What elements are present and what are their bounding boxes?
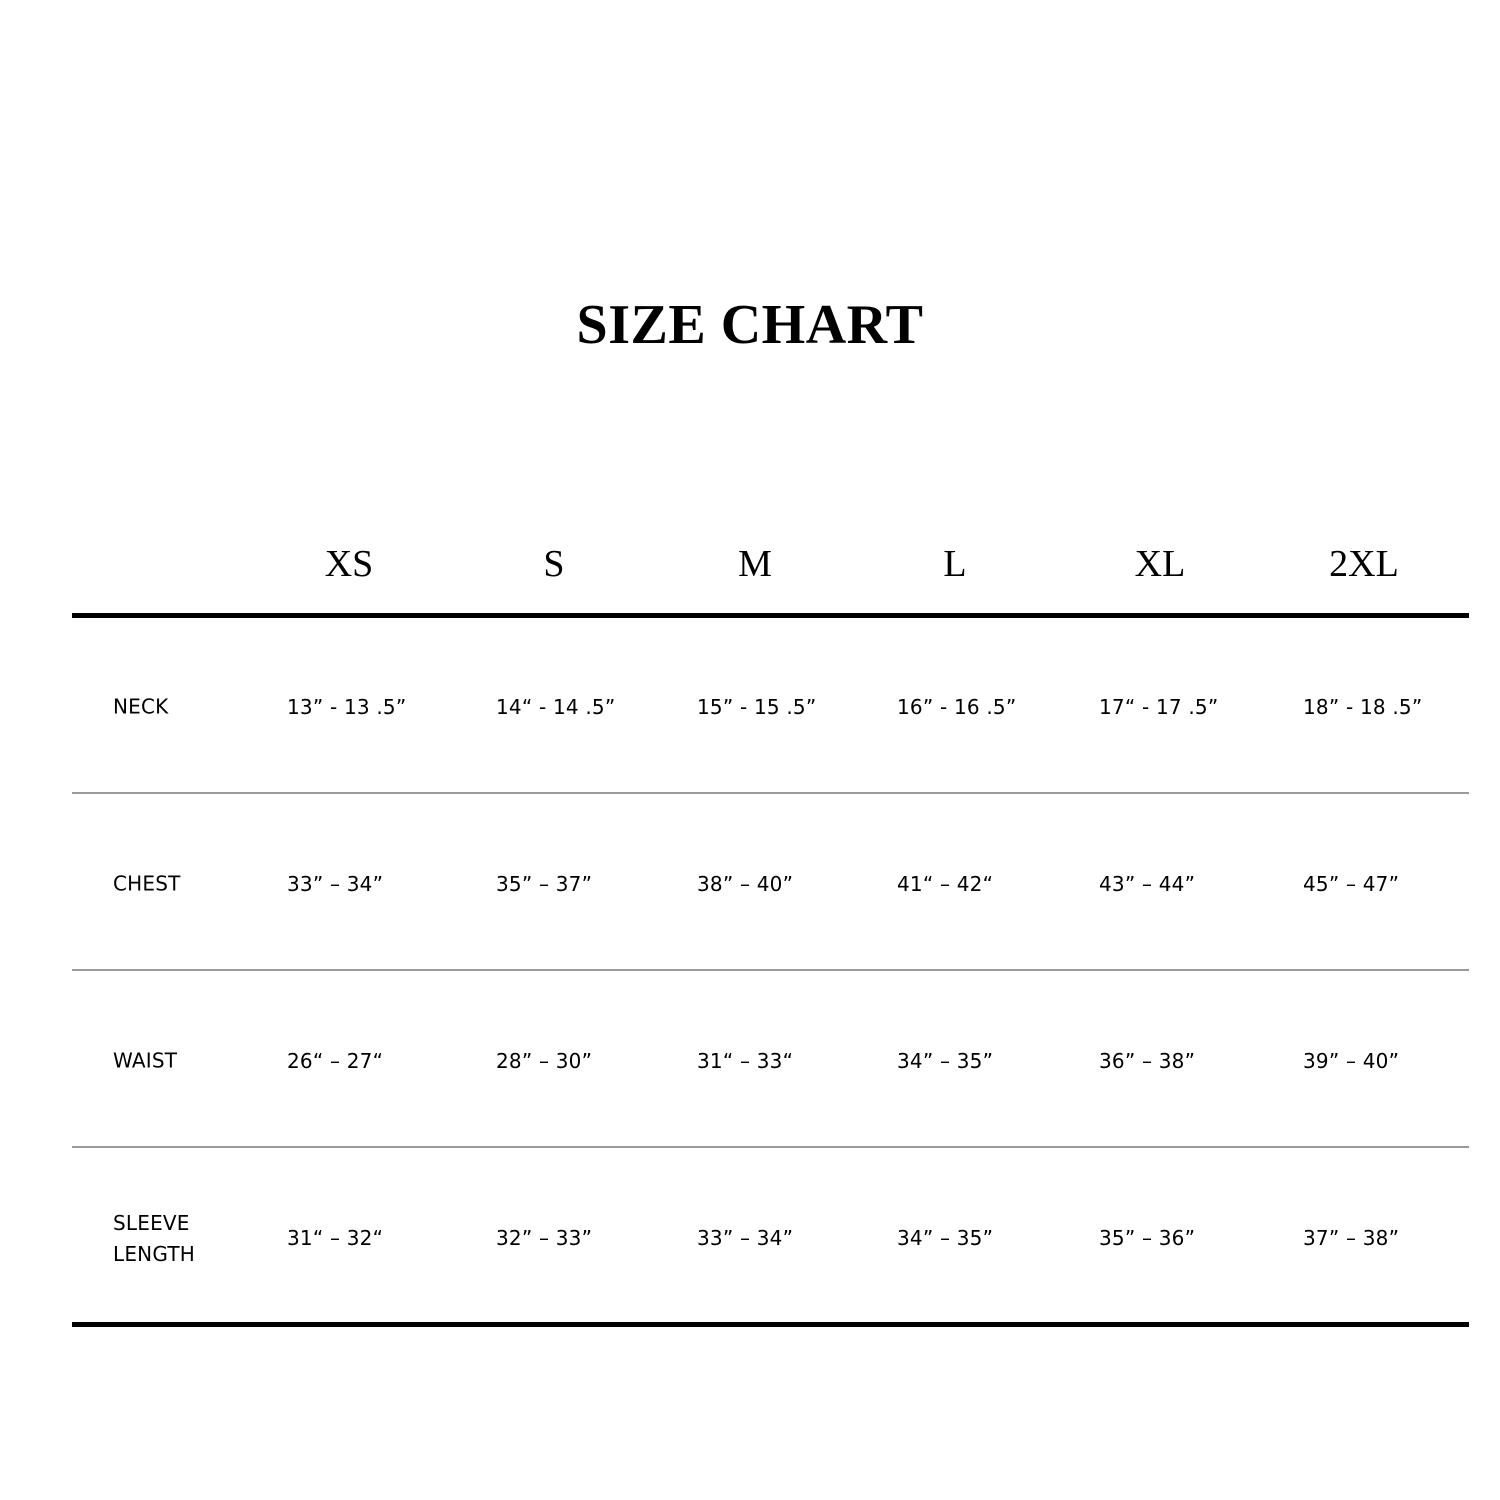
size-header-xs: XS — [324, 543, 374, 585]
table-cell: 15” - 15 .5” — [697, 695, 817, 719]
table-bottom-rule — [72, 1322, 1469, 1327]
table-cell: 34” – 35” — [897, 1226, 994, 1250]
row-divider — [72, 969, 1469, 971]
table-cell: 17“ - 17 .5” — [1099, 695, 1219, 719]
page-title: SIZE CHART — [576, 294, 924, 356]
table-cell: 33” – 34” — [697, 1226, 794, 1250]
table-cell: 31“ – 33“ — [697, 1049, 794, 1073]
table-cell: 35” – 37” — [496, 872, 593, 896]
table-cell: 16” - 16 .5” — [897, 695, 1017, 719]
size-header-m: M — [738, 543, 772, 585]
table-cell: 41“ – 42“ — [897, 872, 994, 896]
table-cell: 39” – 40” — [1303, 1049, 1400, 1073]
table-cell: 13” - 13 .5” — [287, 695, 407, 719]
table-cell: 45” – 47” — [1303, 872, 1400, 896]
table-cell: 37” – 38” — [1303, 1226, 1400, 1250]
row-divider — [72, 1146, 1469, 1148]
table-cell: 34” – 35” — [897, 1049, 994, 1073]
table-cell: 31“ – 32“ — [287, 1226, 384, 1250]
table-cell: 38” – 40” — [697, 872, 794, 896]
table-cell: 18” - 18 .5” — [1303, 695, 1423, 719]
size-header-s: S — [543, 543, 565, 585]
size-header-2xl: 2XL — [1329, 543, 1399, 585]
table-cell: 32” – 33” — [496, 1226, 593, 1250]
row-label-waist: WAIST — [113, 1048, 178, 1073]
table-cell: 43” – 44” — [1099, 872, 1196, 896]
size-header-l: L — [943, 543, 967, 585]
table-cell: 33” – 34” — [287, 872, 384, 896]
row-label-neck: NECK — [113, 694, 169, 719]
table-cell: 36” – 38” — [1099, 1049, 1196, 1073]
table-cell: 35” – 36” — [1099, 1226, 1196, 1250]
table-cell: 28” – 30” — [496, 1049, 593, 1073]
row-divider — [72, 792, 1469, 794]
size-header-xl: XL — [1134, 543, 1186, 585]
row-label-sleeve-length: SLEEVE LENGTH — [113, 1211, 195, 1266]
table-cell: 26“ – 27“ — [287, 1049, 384, 1073]
header-divider — [72, 613, 1469, 618]
table-cell: 14“ - 14 .5” — [496, 695, 616, 719]
row-label-chest: CHEST — [113, 871, 181, 896]
